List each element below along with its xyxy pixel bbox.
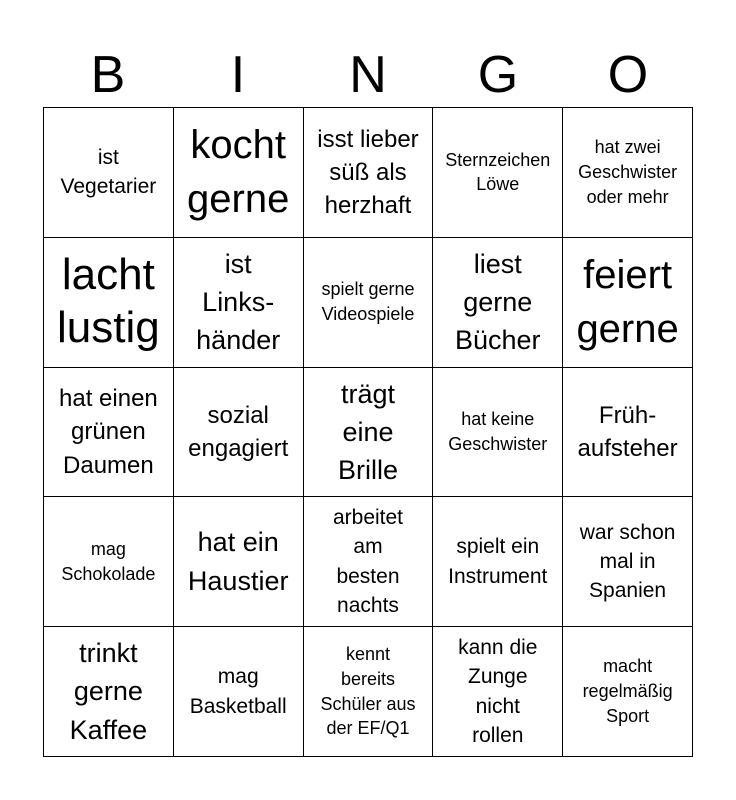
bingo-cell[interactable] — [304, 108, 434, 238]
cell-text: sozial engagiert — [188, 401, 289, 462]
bingo-cell[interactable] — [44, 497, 174, 627]
cell-text: spielt gerne Videospiele — [321, 279, 415, 325]
cell-text: Sternzeichen Löwe — [445, 149, 551, 195]
cell-text: hat ein Haustier — [187, 527, 289, 596]
cell-text: isst lieber süß als herzhaft — [317, 125, 419, 219]
bingo-board — [43, 107, 693, 757]
bingo-cell[interactable] — [433, 108, 563, 238]
cell-text: liest gerne Bücher — [455, 248, 541, 356]
cell-text: Früh- aufsteher — [577, 401, 678, 462]
cell-text: trinkt gerne Kaffee — [69, 638, 148, 745]
cell-text: trägt eine Brille — [337, 378, 398, 486]
bingo-cell[interactable] — [174, 238, 304, 368]
bingo-cell[interactable] — [44, 368, 174, 498]
bingo-cell[interactable] — [304, 497, 434, 627]
cell-text: ist Links- händer — [196, 248, 281, 356]
cell-text: arbeitet am besten nachts — [332, 506, 404, 618]
cell-text: hat keine Geschwister — [448, 409, 548, 454]
bingo-cell[interactable] — [563, 497, 693, 627]
header-letter-b: B — [90, 46, 126, 104]
bingo-cell[interactable] — [174, 497, 304, 627]
cell-text: mag Basketball — [189, 665, 287, 718]
cell-text: macht regelmäßig Sport — [582, 656, 673, 726]
cell-text: ist Vegetarier — [60, 146, 157, 199]
bingo-cell[interactable] — [563, 108, 693, 238]
cell-text: kocht gerne — [187, 123, 290, 222]
header-letter-n: N — [349, 46, 387, 104]
bingo-cell[interactable] — [304, 627, 434, 757]
cell-text: kann die Zunge nicht rollen — [458, 635, 538, 747]
header-letter-o: O — [607, 46, 649, 104]
header-letter-i: I — [230, 46, 246, 104]
bingo-cell[interactable] — [304, 238, 434, 368]
header-letter-g: G — [477, 46, 519, 104]
cell-text: feiert gerne — [576, 253, 679, 352]
bingo-cell[interactable] — [174, 108, 304, 238]
cell-text: hat einen grünen Daumen — [59, 385, 158, 479]
bingo-cell[interactable] — [433, 238, 563, 368]
bingo-cell[interactable] — [433, 497, 563, 627]
bingo-cell[interactable] — [44, 108, 174, 238]
bingo-cell[interactable] — [44, 238, 174, 368]
bingo-cell[interactable] — [433, 627, 563, 757]
bingo-cell[interactable] — [563, 627, 693, 757]
bingo-cell[interactable] — [174, 627, 304, 757]
cell-text: mag Schokolade — [61, 538, 156, 584]
cell-text: spielt ein Instrument — [448, 535, 548, 588]
cell-text: war schon mal in Spanien — [579, 520, 676, 603]
cell-text: hat zwei Geschwister oder mehr — [578, 137, 678, 207]
bingo-cell[interactable] — [174, 368, 304, 498]
bingo-header — [43, 44, 693, 106]
bingo-cell[interactable] — [44, 627, 174, 757]
bingo-cell[interactable] — [563, 368, 693, 498]
bingo-cell[interactable] — [563, 238, 693, 368]
bingo-cell[interactable] — [433, 368, 563, 498]
cell-text: kennt bereits Schüler aus der EF/Q1 — [320, 643, 416, 739]
bingo-cell[interactable] — [304, 368, 434, 498]
cell-text: lacht lustig — [57, 250, 160, 353]
